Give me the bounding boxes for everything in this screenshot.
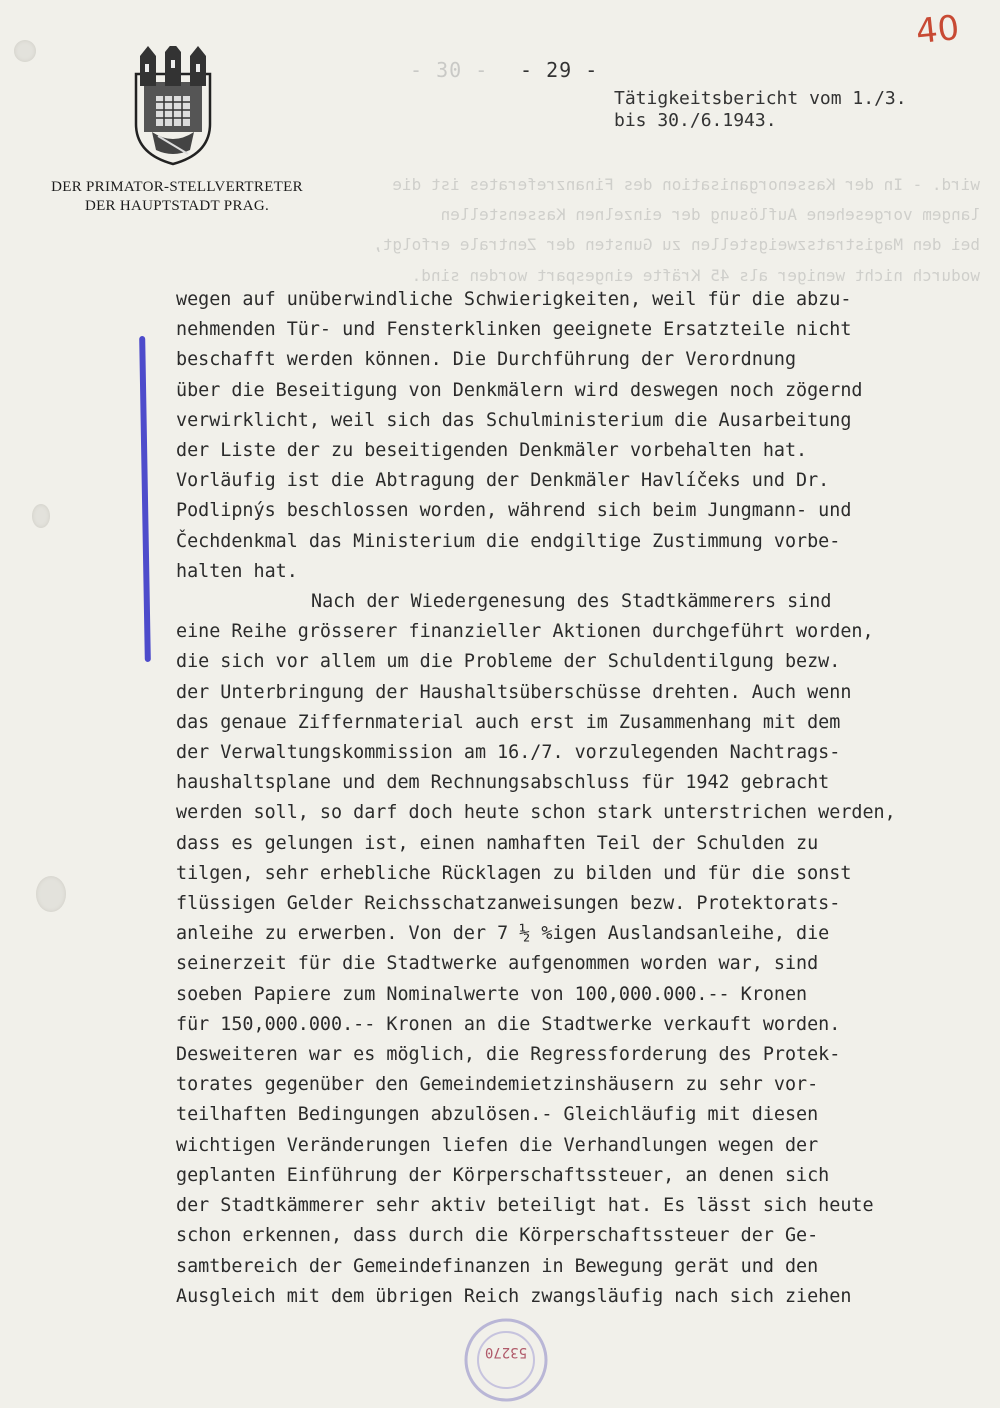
body-line: soeben Papiere zum Nominalwerte von 100,000.000.-- Kronen: [176, 983, 808, 1005]
letterhead-line-1: DER PRIMATOR-STELLVERTRETER: [51, 179, 303, 195]
body-line: seinerzeit für die Stadtwerke aufgenommen worden war, sind: [176, 953, 819, 975]
previous-page-number: - 30 -: [410, 58, 489, 82]
punch-hole: [32, 504, 50, 528]
body-line: schon erkennen, dass durch die Körperschaftssteuer der Ge-: [176, 1225, 819, 1247]
body-line: dass es gelungen ist, einen namhaften Teil der Schulden zu: [176, 832, 819, 854]
show-through-line: wodurch nicht weniger als 45 Kräfte eingespart worden sind.: [411, 265, 980, 285]
body-line: Podlipnýs beschlossen worden, während sich beim Jungmann- und: [176, 500, 852, 522]
body-line: Nach der Wiedergenesung des Stadtkämmerers sind: [311, 591, 832, 613]
punch-hole: [36, 876, 66, 912]
punch-hole: [14, 40, 36, 62]
report-title-line-1: Tätigkeitsbericht vom 1./3.: [614, 88, 907, 109]
body-line: der Unterbringung der Haushaltsüberschüsse drehten. Auch wenn: [176, 681, 852, 703]
report-title: [614, 88, 907, 132]
show-through-line: langem vorgesehene Auflösung der einzelnen Kassenstellen: [440, 205, 980, 225]
coat-of-arms-icon: [132, 46, 214, 166]
blue-pencil-margin-mark: [139, 336, 151, 662]
body-line: der Verwaltungskommission am 16./7. vorzulegenden Nachtrags-: [176, 742, 841, 764]
body-line: Desweiteren war es möglich, die Regressforderung des Protek-: [176, 1044, 841, 1066]
body-line: über die Beseitigung von Denkmälern wird deswegen noch zögernd: [176, 379, 863, 401]
body-line: werden soll, so darf doch heute schon stark unterstrichen werden,: [176, 802, 896, 824]
body-line: nehmenden Tür- und Fensterklinken geeignete Ersatzteile nicht: [176, 319, 852, 341]
body-line: verwirklicht, weil sich das Schulministerium die Ausarbeitung: [176, 409, 852, 431]
body-line: wegen auf unüberwindliche Schwierigkeiten, weil für die abzu-: [176, 289, 852, 310]
body-text: [176, 285, 976, 1312]
report-title-line-2: bis 30./6.1943.: [614, 110, 777, 131]
body-line: tilgen, sehr erhebliche Rücklagen zu bilden und für die sonst: [176, 862, 852, 884]
show-through-text: [30, 170, 980, 291]
body-line: wichtigen Veränderungen liefen die Verhandlungen wegen der: [176, 1134, 819, 1156]
body-line: der Liste der zu beseitigenden Denkmäler vorbehalten hat.: [176, 440, 808, 462]
body-line: beschafft werden können. Die Durchführung der Verordnung: [176, 349, 797, 371]
show-through-line: wird. - In der Kassenorganisation des Finanzreferates ist die: [392, 175, 980, 194]
body-line: torates gegenüber den Gemeindemietzinshäusern zu sehr vor-: [176, 1074, 819, 1096]
body-line: eine Reihe grösserer finanzieller Aktionen durchgeführt worden,: [176, 621, 874, 643]
body-line: anleihe zu erwerben. Von der 7 ½ %igen Auslandsanleihe, die: [176, 923, 830, 945]
body-line: Vorläufig ist die Abtragung der Denkmäler Havlíčeks und Dr.: [176, 470, 830, 492]
page-number: - 29 -: [520, 58, 599, 82]
letterhead-line-2: DER HAUPTSTADT PRAG.: [84, 198, 270, 214]
body-line: teilhaften Bedingungen abzulösen.- Gleichläufig mit diesen: [176, 1104, 819, 1126]
body-line: halten hat.: [176, 560, 298, 582]
archive-number: 40: [914, 7, 962, 53]
body-line: Čechdenkmal das Ministerium die endgiltige Zustimmung vorbe-: [176, 530, 841, 552]
body-line: das genaue Ziffernmaterial auch erst im Zusammenhang mit dem: [176, 711, 841, 733]
stamp-number: 53270: [484, 1344, 528, 1360]
show-through-line: bei den Magistratszweigstellen zu Gunsten der Zentrale erfolgt,: [373, 235, 980, 255]
body-line: flüssigen Gelder Reichsschatzanweisungen bezw. Protektorats-: [176, 893, 841, 915]
body-line: die sich vor allem um die Probleme der Schuldentilgung bezw.: [176, 651, 841, 673]
body-line: samtbereich der Gemeindefinanzen in Bewegung gerät und den: [176, 1255, 819, 1277]
body-line: geplanten Einführung der Körperschaftssteuer, an denen sich: [176, 1164, 830, 1186]
body-line: für 150,000.000.-- Kronen an die Stadtwerke verkauft worden.: [176, 1013, 841, 1035]
body-line: der Stadtkämmerer sehr aktiv beteiligt hat. Es lässt sich heute: [176, 1195, 874, 1217]
body-line: haushaltsplane und dem Rechnungsabschluss für 1942 gebracht: [176, 772, 830, 794]
body-line: Ausgleich mit dem übrigen Reich zwangsläufig nach sich ziehen: [176, 1285, 852, 1307]
archive-stamp-icon: [458, 1312, 554, 1408]
